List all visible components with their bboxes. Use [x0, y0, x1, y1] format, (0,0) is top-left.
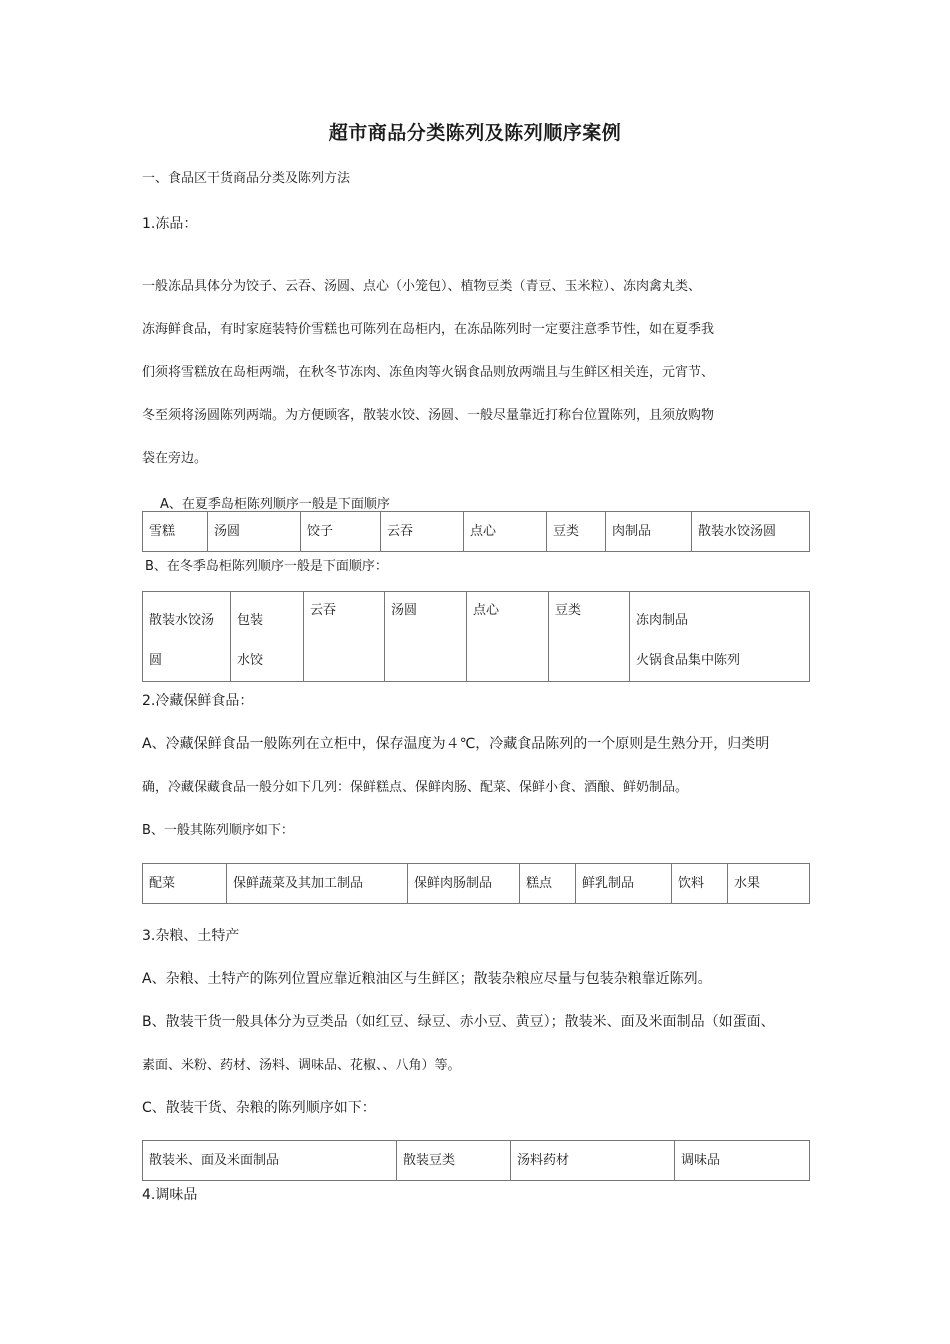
- table-cell: 点心: [464, 512, 547, 552]
- frozen-line: 们须将雪糕放在岛柜两端，在秋冬节冻肉、冻鱼肉等火锅食品则放两端且与生鲜区相关连，元宵节、: [142, 365, 715, 380]
- table-cell: 糕点: [520, 864, 576, 904]
- table-cell: 散装水饺汤圆: [692, 512, 810, 552]
- table-cell: 豆类: [549, 592, 630, 682]
- frozen-line: 袋在旁边。: [142, 451, 208, 466]
- grains-line: B、散装干货一般具体分为豆类品（如红豆、绿豆、赤小豆、黄豆）；散装米、面及米面制品（如蛋面、: [142, 1014, 775, 1030]
- cell-text: 水饺: [237, 653, 264, 668]
- table-cell: 汤圆: [385, 592, 467, 682]
- cell-text: 散装水饺汤: [149, 613, 215, 628]
- table-cell: 配菜: [143, 864, 227, 904]
- section-heading: 一、食品区干货商品分类及陈列方法: [142, 171, 351, 186]
- table-cell: [143, 592, 231, 682]
- table-cell: 水果: [728, 864, 810, 904]
- seasoning-heading: 4.调味品: [142, 1187, 198, 1203]
- table-cell: 调味品: [675, 1141, 810, 1181]
- cell-text: 圆: [149, 653, 163, 668]
- winter-order-table: [142, 591, 810, 682]
- winter-order-label: B、在冬季岛柜陈列顺序一般是下面顺序：: [145, 559, 388, 574]
- frozen-line: 一般冻品具体分为饺子、云吞、汤圆、点心（小笼包）、植物豆类（青豆、玉米粒）、冻肉禽丸类、: [142, 279, 702, 294]
- table-cell: [231, 592, 304, 682]
- table-cell: 饮料: [672, 864, 728, 904]
- frozen-line: 冻海鲜食品，有时家庭装特价雪糕也可陈列在岛柜内，在冻品陈列时一定要注意季节性，如在夏季我: [142, 322, 715, 337]
- grains-order-table: [142, 1140, 810, 1181]
- table-cell: [630, 592, 810, 682]
- grains-line: 素面、米粉、药材、汤料、调味品、花椒、、八角）等。: [142, 1058, 461, 1073]
- summer-order-label: A、在夏季岛柜陈列顺序一般是下面顺序: [160, 497, 390, 512]
- summer-order-table: [142, 511, 810, 552]
- chilled-line: A、冷藏保鲜食品一般陈列在立柜中，保存温度为４℃，冷藏食品陈列的一个原则是生熟分开，归类明: [142, 736, 770, 752]
- cell-text: 包装: [237, 613, 264, 628]
- grains-line: A、杂粮、土特产的陈列位置应靠近粮油区与生鲜区；散装杂粮应尽量与包装杂粮靠近陈列。: [142, 971, 712, 987]
- table-cell: 汤圆: [208, 512, 301, 552]
- frozen-line: 冬至须将汤圆陈列两端。为方便顾客，散装水饺、汤圆、一般尽量靠近打称台位置陈列，且须放购物: [142, 408, 715, 423]
- table-cell: 鲜乳制品: [576, 864, 672, 904]
- chilled-heading: 2.冷藏保鲜食品：: [142, 693, 254, 709]
- table-cell: 云吞: [304, 592, 385, 682]
- page-title: 超市商品分类陈列及陈列顺序案例: [328, 122, 622, 144]
- cell-text: 火锅食品集中陈列: [636, 653, 741, 668]
- table-cell: 豆类: [547, 512, 606, 552]
- cell-text: 冻肉制品: [636, 613, 689, 628]
- grains-heading: 3.杂粮、土特产: [142, 928, 240, 944]
- table-cell: 保鲜蔬菜及其加工制品: [227, 864, 408, 904]
- grains-line: C、散装干货、杂粮的陈列顺序如下：: [142, 1100, 376, 1116]
- table-cell: 云吞: [381, 512, 464, 552]
- table-cell: 散装豆类: [397, 1141, 511, 1181]
- table-cell: 点心: [467, 592, 549, 682]
- table-cell: 散装米、面及米面制品: [143, 1141, 397, 1181]
- chilled-order-table: [142, 863, 810, 904]
- table-cell: 保鲜肉肠制品: [408, 864, 520, 904]
- chilled-line: B、一般其陈列顺序如下：: [142, 823, 294, 838]
- table-cell: 汤料药材: [511, 1141, 675, 1181]
- chilled-line: 确，冷藏保藏食品一般分如下几列：保鲜糕点、保鲜肉肠、配菜、保鲜小食、酒酿、鲜奶制品。: [142, 780, 689, 795]
- table-cell: 肉制品: [606, 512, 692, 552]
- table-cell: 雪糕: [143, 512, 208, 552]
- table-cell: 饺子: [301, 512, 381, 552]
- frozen-heading: 1.冻品：: [142, 216, 198, 232]
